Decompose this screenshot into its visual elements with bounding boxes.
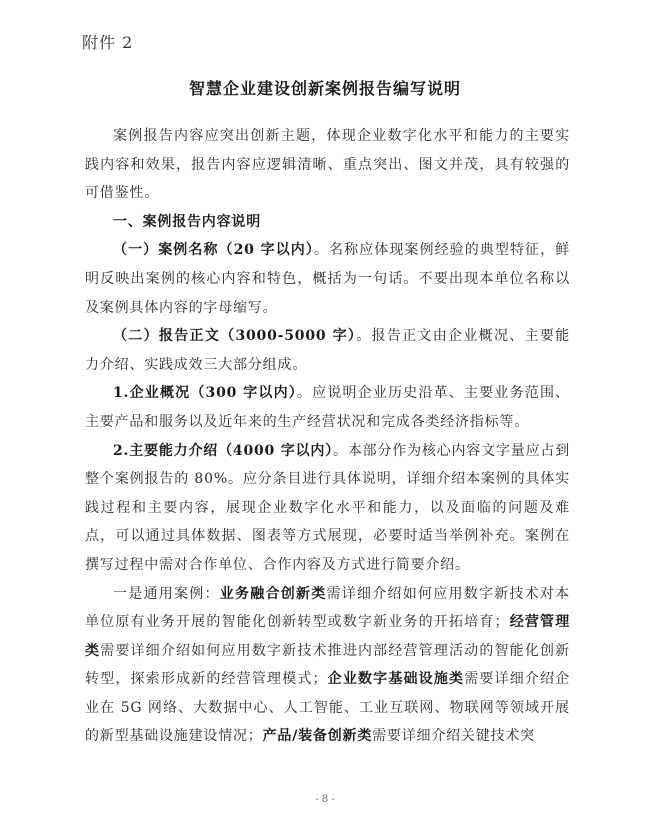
general-text-3: 需要详细介绍如何应用数字新技术推进内部经营管理活动的智能化创新转型，探索形成新的经营管理模式； bbox=[85, 642, 570, 688]
item-2-text: 。报告正文由企业概况、主要能力介绍、实践成效三大部分组成。 bbox=[85, 328, 570, 373]
intro-paragraph: 案例报告内容应突出创新主题，体现企业数字化水平和能力的主要实践内容和效果，报告内容应逻辑清晰、重点突出、图文并茂，具有较强的可借鉴性。 bbox=[85, 128, 570, 202]
attachment-label: 附件 2 bbox=[82, 33, 134, 52]
general-bold-3: 企业数字基础设施类 bbox=[327, 671, 465, 688]
item-2-label: （二）报告正文（3000-5000 字） bbox=[113, 328, 357, 345]
item-1-paragraph bbox=[85, 236, 570, 322]
sub-2-text: 。本部分作为核心内容文字量应占到整个案例报告的 80%。应分条目进行具体说明，详细介绍本案例的具体实践过程和主要内容，展现企业数字化水平和能力，以及面临的问题及难点，可以通过具体数据、图表等方式展现，必要时适当举例补充。案例在撰写过程中需对合作单位、合作内容及方式进行简要介绍。 bbox=[85, 442, 570, 573]
sub-1-text: 。应说明企业历史沿革、主要业务范围、主要产品和服务以及近年来的生产经营状况和完成各类经济指标等。 bbox=[85, 385, 570, 430]
document-body bbox=[85, 122, 570, 751]
page-number: - 8 - bbox=[315, 794, 335, 805]
item-2-paragraph bbox=[85, 322, 570, 379]
general-text-5: 需要详细介绍关键技术突 bbox=[372, 728, 535, 745]
sub-2-label: 2.主要能力介绍（4000 字以内） bbox=[113, 442, 334, 459]
sub-2-paragraph bbox=[85, 437, 570, 580]
sub-1-paragraph bbox=[85, 379, 570, 436]
document-title: 智慧企业建设创新案例报告编写说明 bbox=[188, 79, 461, 98]
general-bold-1: 业务融合创新类 bbox=[219, 585, 327, 602]
general-bold-4: 产品/装备创新类 bbox=[262, 728, 373, 745]
section-heading-1: 一、案例报告内容说明 bbox=[113, 213, 261, 230]
general-text-1: 一是通用案例： bbox=[113, 585, 220, 602]
sub-1-label: 1.企业概况（300 字以内） bbox=[113, 385, 297, 402]
general-text-2: 需详细介绍如何应用数字新技术对本单位原有业务开展的智能化创新转型或数字新业务的开拓培育； bbox=[85, 585, 570, 631]
item-1-text: 。名称应体现案例经验的典型特征，鲜明反映出案例的核心内容和特色，概括为一句话。不要出现本单位名称以及案例具体内容的字母缩写。 bbox=[85, 242, 570, 316]
item-1-label: （一）案例名称（20 字以内） bbox=[113, 242, 314, 259]
general-text-4: 需要详细介绍企业在 5G 网络、大数据中心、人工智能、工业互联网、物联网等领域开展的新型基础设施建设情况； bbox=[85, 671, 570, 745]
general-bold-2: 经营管理类 bbox=[85, 614, 570, 659]
general-cases-paragraph bbox=[85, 580, 570, 752]
